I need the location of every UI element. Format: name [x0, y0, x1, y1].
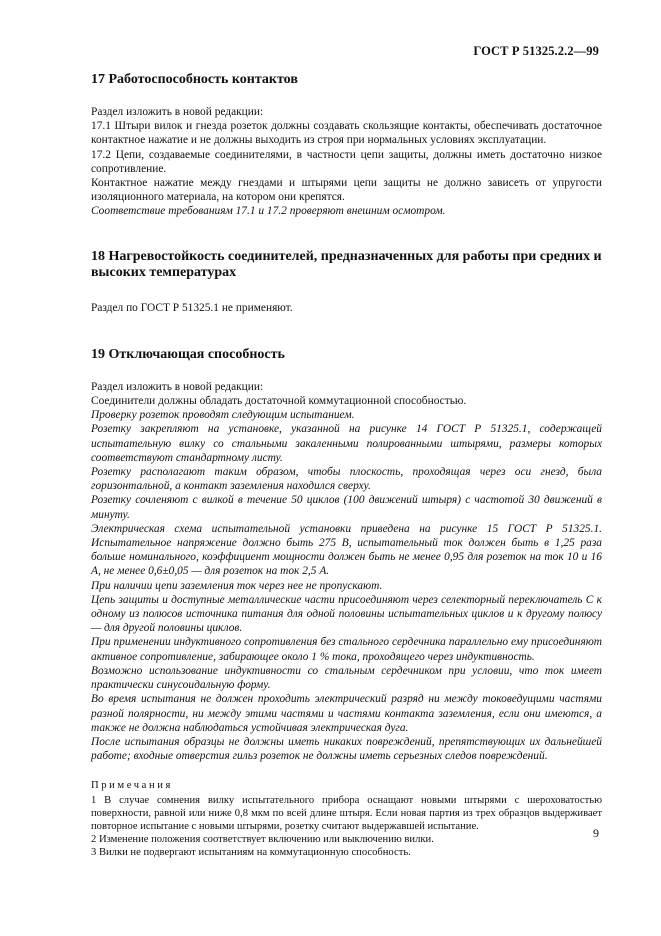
s19-para-1: Соединители должны обладать достаточной коммутационной способностью. — [91, 395, 467, 408]
s17-compliance: Соответствие требованиям 17.1 и 17.2 проверяют внешним осмотром. — [91, 205, 446, 218]
s19-para-12: После испытания образцы не должны иметь никаких повреждений, препятствующих их дальнейшей работе; входные отверстия гильз розеток не должны иметь серьезных следов повреждений. — [91, 735, 602, 763]
s19-para-3: Розетку закрепляют на установке, указанной на рисунке 14 ГОСТ Р 51325.1, содержащей испытательную вилку со стальными закаленными полированными штырями, размеры которых соответствуют стандартному листу. — [91, 423, 602, 464]
s18-para-1: Раздел по ГОСТ Р 51325.1 не применяют. — [91, 301, 293, 314]
s19-para-8: Цепь защиты и доступные металлические части присоединяют через селекторный переключатель С к одному из полюсов источника питания для одной половины испытательных циклов и к другому полюсу — для другой половины циклов. — [91, 593, 602, 635]
note-1: 1 В случае сомнения вилку испытательного прибора оснащают новыми штырями с шероховатостью поверхности, равной или ниже 0,8 мкм по всей длине штыря. Если новая партия из трех образцов выдерживает повторное испытание с новыми штырями, розетку считают выдержавшей испытание. — [91, 794, 602, 832]
notes-heading: Примечания — [91, 780, 173, 792]
s17-para-1: 17.1 Штыри вилок и гнезда розеток должны создавать скользящие контакты, обеспечивать достаточное контактное нажатие и не должны выходить из строя при нормальных условиях эксплуатации. — [91, 120, 602, 147]
s17-intro: Раздел изложить в новой редакции: — [91, 106, 264, 118]
s19-para-5: Розетку сочленяют с вилкой в течение 50 циклов (100 движений штыря) с частотой 30 движений в минуту. — [91, 494, 602, 521]
s17-para-3: Контактное нажатие между гнездами и штырями цепи защиты не должно зависеть от упругости изоляционного материала, на котором они крепятся. — [91, 177, 602, 204]
document-header: ГОСТ Р 51325.2.2—99 — [473, 44, 599, 58]
page-number: 9 — [593, 826, 599, 840]
s19-para-10: Возможно использование индуктивности со стальным сердечником при условии, что ток имеет практически синусоидальную форму. — [91, 664, 602, 692]
s19-para-6: Электрическая схема испытательной установки приведена на рисунке 15 ГОСТ Р 51325.1. Испытательное напряжение должно быть 275 В, испытательный ток должен быть в 1,25 раза больше номинального, коэффициент мощности должен быть не менее 0,95 для розеток на ток 10 и 16 А, не менее 0,6±0,05 — для розеток на ток 2,5 А. — [91, 522, 602, 578]
s19-intro: Раздел изложить в новой редакции: — [91, 380, 264, 393]
s17-para-2: 17.2 Цепи, создаваемые соединителями, в частности цепи защиты, должны иметь достаточно низкое сопротивление. — [91, 148, 602, 175]
s19-para-4: Розетку располагают таким образом, чтобы плоскость, проходящая через оси гнезд, была горизонтальной, а контакт заземления находился сверху. — [91, 466, 602, 493]
page-content — [91, 66, 602, 860]
section-19-title: 19 Отключающая способность — [91, 346, 285, 362]
section-17-title: 17 Работоспособность контактов — [91, 72, 298, 87]
note-3: 3 Вилки не подвергают испытаниям на коммутационную способность. — [91, 847, 411, 859]
s19-para-11: Во время испытания не должен проходить электрический разряд ни между токоведущими частями разной полярности, ни между этими частями и частями контакта заземления, если они имеются, а также не должна наблюдаться устойчивая электрическая дуга. — [91, 693, 602, 734]
note-2: 2 Изменение положения соответствует включению или выключению вилки. — [91, 834, 434, 846]
s19-para-9: При применении индуктивного сопротивления без стального сердечника параллельно ему присоединяют активное сопротивление, забирающее около 1 % тока, проходящего через индуктивность. — [91, 636, 602, 663]
section-18-title: 18 Нагревостойкость соединителей, предназначенных для работы при средних и высоких температурах — [91, 248, 602, 280]
s19-para-2: Проверку розеток проводят следующим испытанием. — [91, 409, 355, 422]
s19-para-7: При наличии цепи заземления ток через нее не пропускают. — [91, 579, 383, 592]
